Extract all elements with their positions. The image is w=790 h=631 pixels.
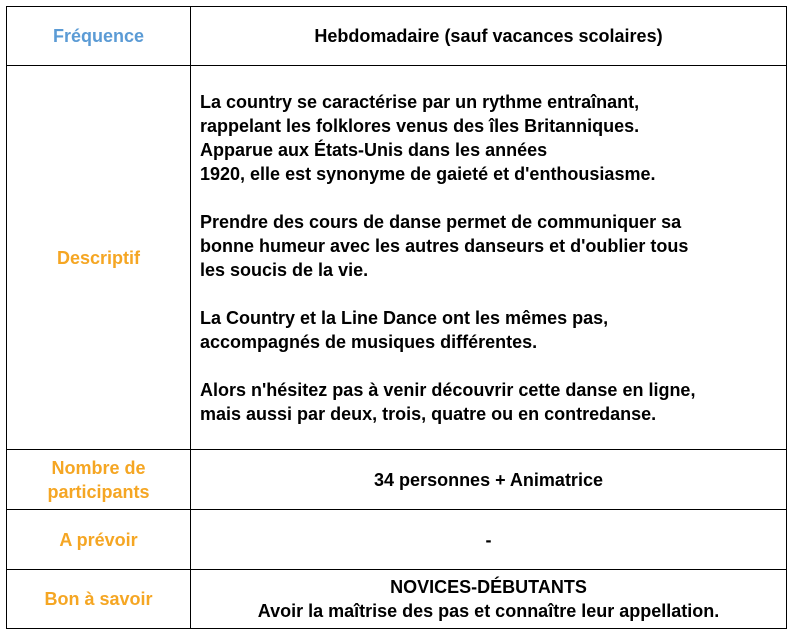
descriptif-line: les soucis de la vie. [200, 259, 369, 280]
descriptif-label: Descriptif [7, 66, 191, 450]
row-participants [7, 450, 787, 510]
descriptif-paragraph [200, 306, 778, 354]
descriptif-line: Prendre des cours de danse permet de communiquer sa [200, 211, 682, 232]
descriptif-line: 1920, elle est synonyme de gaieté et d'enthousiasme. [200, 163, 656, 184]
activity-info-table [6, 6, 787, 629]
row-bon-a-savoir [7, 570, 787, 629]
bon-a-savoir-label: Bon à savoir [7, 570, 191, 629]
participants-label-line: participants [47, 481, 150, 502]
prevoir-value: - [191, 510, 787, 570]
bon-a-savoir-value [191, 570, 787, 629]
descriptif-line: Apparue aux États-Unis dans les années [200, 139, 548, 160]
descriptif-line: La Country et la Line Dance ont les mêmes pas, [200, 307, 609, 328]
frequence-label: Fréquence [7, 7, 191, 66]
descriptif-paragraph [200, 210, 778, 282]
participants-label-line: Nombre de [51, 457, 146, 478]
row-descriptif [7, 66, 787, 450]
frequence-value: Hebdomadaire (sauf vacances scolaires) [191, 7, 787, 66]
bon-a-savoir-line: Avoir la maîtrise des pas et connaître leur appellation. [257, 601, 720, 621]
descriptif-line: rappelant les folklores venus des îles Britanniques. [200, 115, 640, 136]
descriptif-line: accompagnés de musiques différentes. [200, 331, 538, 352]
row-prevoir [7, 510, 787, 570]
participants-label [7, 450, 191, 510]
prevoir-label: A prévoir [7, 510, 191, 570]
descriptif-line: mais aussi par deux, trois, quatre ou en contredanse. [200, 403, 657, 424]
descriptif-line: bonne humeur avec les autres danseurs et d'oublier tous [200, 235, 689, 256]
descriptif-value [191, 66, 787, 450]
row-frequence [7, 7, 787, 66]
descriptif-paragraph [200, 378, 778, 426]
descriptif-paragraph [200, 90, 778, 186]
bon-a-savoir-line: NOVICES-DÉBUTANTS [390, 577, 587, 597]
descriptif-line: Alors n'hésitez pas à venir découvrir cette danse en ligne, [200, 379, 696, 400]
descriptif-line: La country se caractérise par un rythme entraînant, [200, 91, 640, 112]
participants-value: 34 personnes + Animatrice [191, 450, 787, 510]
